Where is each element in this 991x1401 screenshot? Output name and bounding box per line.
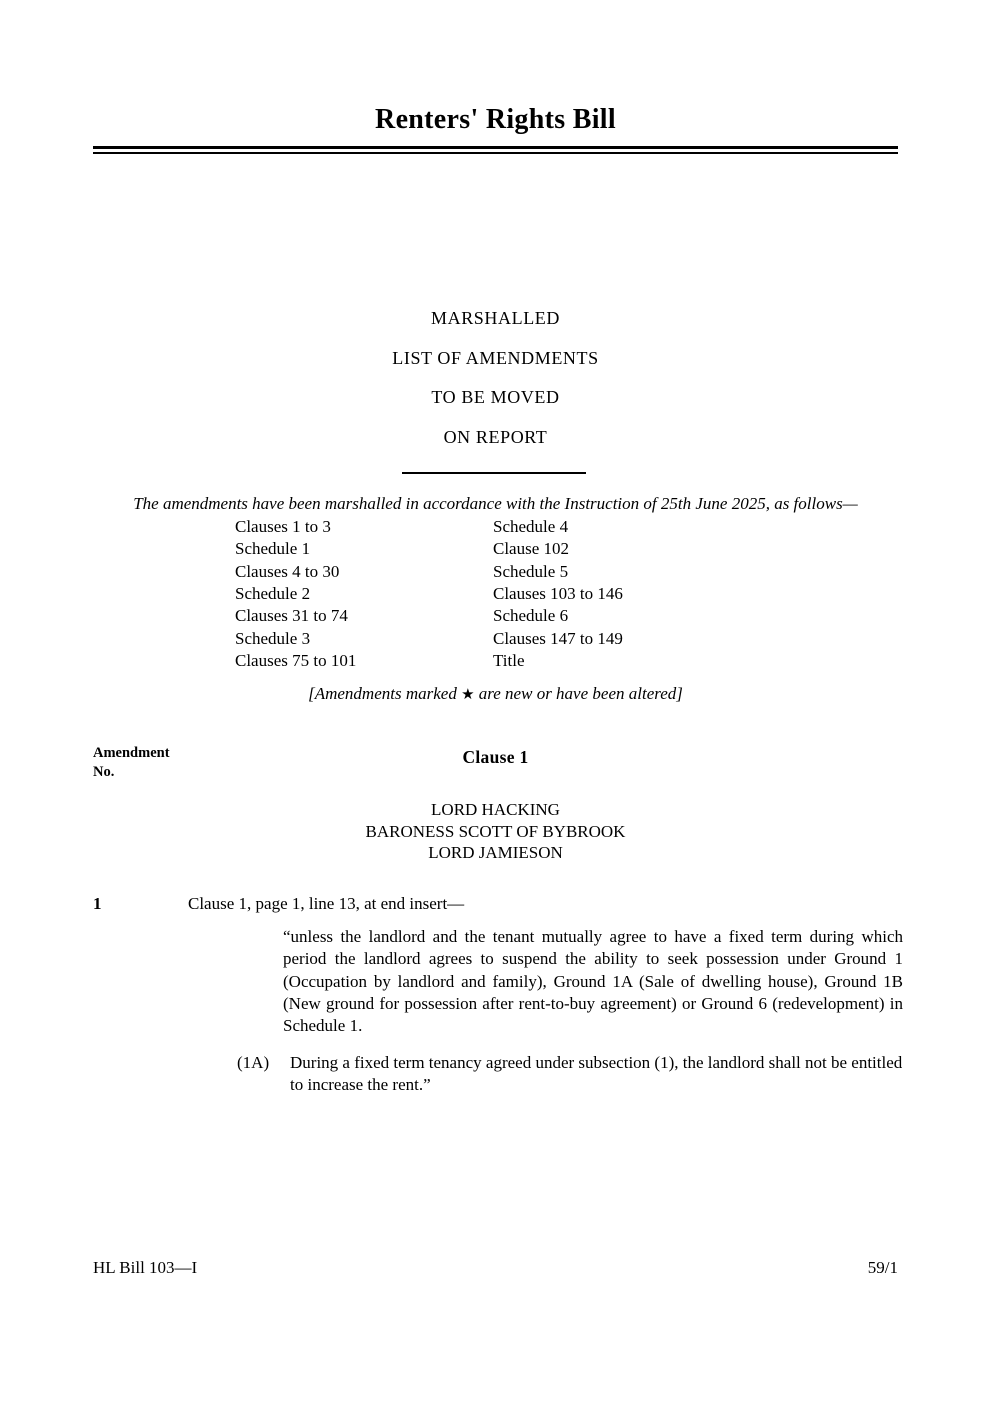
- document-headings: [0, 299, 991, 457]
- marshalling-item: Schedule 1: [235, 539, 311, 559]
- subsection-text: During a fixed term tenancy agreed under subsection (1), the landlord shall not be entitled to increase the rent.”: [290, 1053, 903, 1095]
- marshalling-item: Schedule 2: [235, 584, 311, 604]
- heading-list-of-amendments: LIST OF AMENDMENTS: [392, 347, 599, 368]
- marshalling-item: Schedule 6: [493, 606, 569, 626]
- sponsor: BARONESS SCOTT OF BYBROOK: [365, 821, 626, 841]
- heading-on-report: ON REPORT: [443, 426, 548, 447]
- marshalling-item: Clause 102: [493, 539, 570, 559]
- star-note: [0, 684, 991, 704]
- heading-marshalled: MARSHALLED: [430, 308, 560, 328]
- sponsor: LORD HACKING: [431, 800, 560, 819]
- amendment-number: 1: [93, 894, 102, 913]
- amendment-no-label-line1: Amendment: [93, 745, 170, 761]
- bill-title: Renters' Rights Bill: [375, 104, 616, 135]
- sponsor: LORD JAMIESON: [428, 843, 563, 862]
- amendment-no-label-line2: No.: [93, 764, 115, 780]
- marshalling-item: Schedule 4: [493, 517, 569, 536]
- title-double-rule: [93, 146, 898, 154]
- marshalling-item: Clauses 103 to 146: [493, 584, 623, 604]
- footer-bill-number: HL Bill 103—I: [93, 1258, 198, 1277]
- marshalling-order-right-column: [493, 516, 623, 672]
- marshalling-order-left-column: [235, 516, 356, 672]
- marshalling-item: Clauses 147 to 149: [493, 628, 623, 648]
- marshalling-item: Title: [493, 651, 525, 671]
- amendment-instruction: Clause 1, page 1, line 13, at end insert—: [188, 894, 465, 913]
- star-note-prefix: [Amendments marked: [308, 684, 462, 703]
- heading-to-be-moved: TO BE MOVED: [431, 387, 560, 407]
- footer-page-ref: 59/1: [867, 1258, 898, 1277]
- marshalling-item: Schedule 3: [235, 628, 311, 648]
- marshalling-item: Schedule 5: [493, 561, 569, 581]
- marshalling-item: Clauses 75 to 101: [235, 651, 357, 671]
- marshalling-item: Clauses 31 to 74: [235, 606, 348, 626]
- star-note-suffix: are new or have been altered]: [474, 684, 683, 703]
- star-icon: ★: [461, 687, 475, 703]
- marshalling-note: The amendments have been marshalled in accordance with the Instruction of 25th June 2025, as follows—: [133, 494, 858, 513]
- marshalling-item: Clauses 1 to 3: [235, 517, 331, 536]
- clause-heading: Clause 1: [462, 747, 529, 767]
- section-divider-rule: [402, 472, 586, 474]
- sponsor-list: [0, 799, 991, 864]
- amendment-quote-text: “unless the landlord and the tenant mutually agree to have a fixed term during which period the landlord agrees to suspend the ability to seek possession under Ground 1 (Occupation by landlord and family), Ground 1A (Sale of dwelling house), Ground 1B (New ground for possession after rent-to-buy agreement) or Ground 6 (redevelopment) in Schedule 1.: [283, 927, 903, 1036]
- subsection-label: (1A): [237, 1053, 270, 1072]
- marshalling-item: Clauses 4 to 30: [235, 561, 340, 581]
